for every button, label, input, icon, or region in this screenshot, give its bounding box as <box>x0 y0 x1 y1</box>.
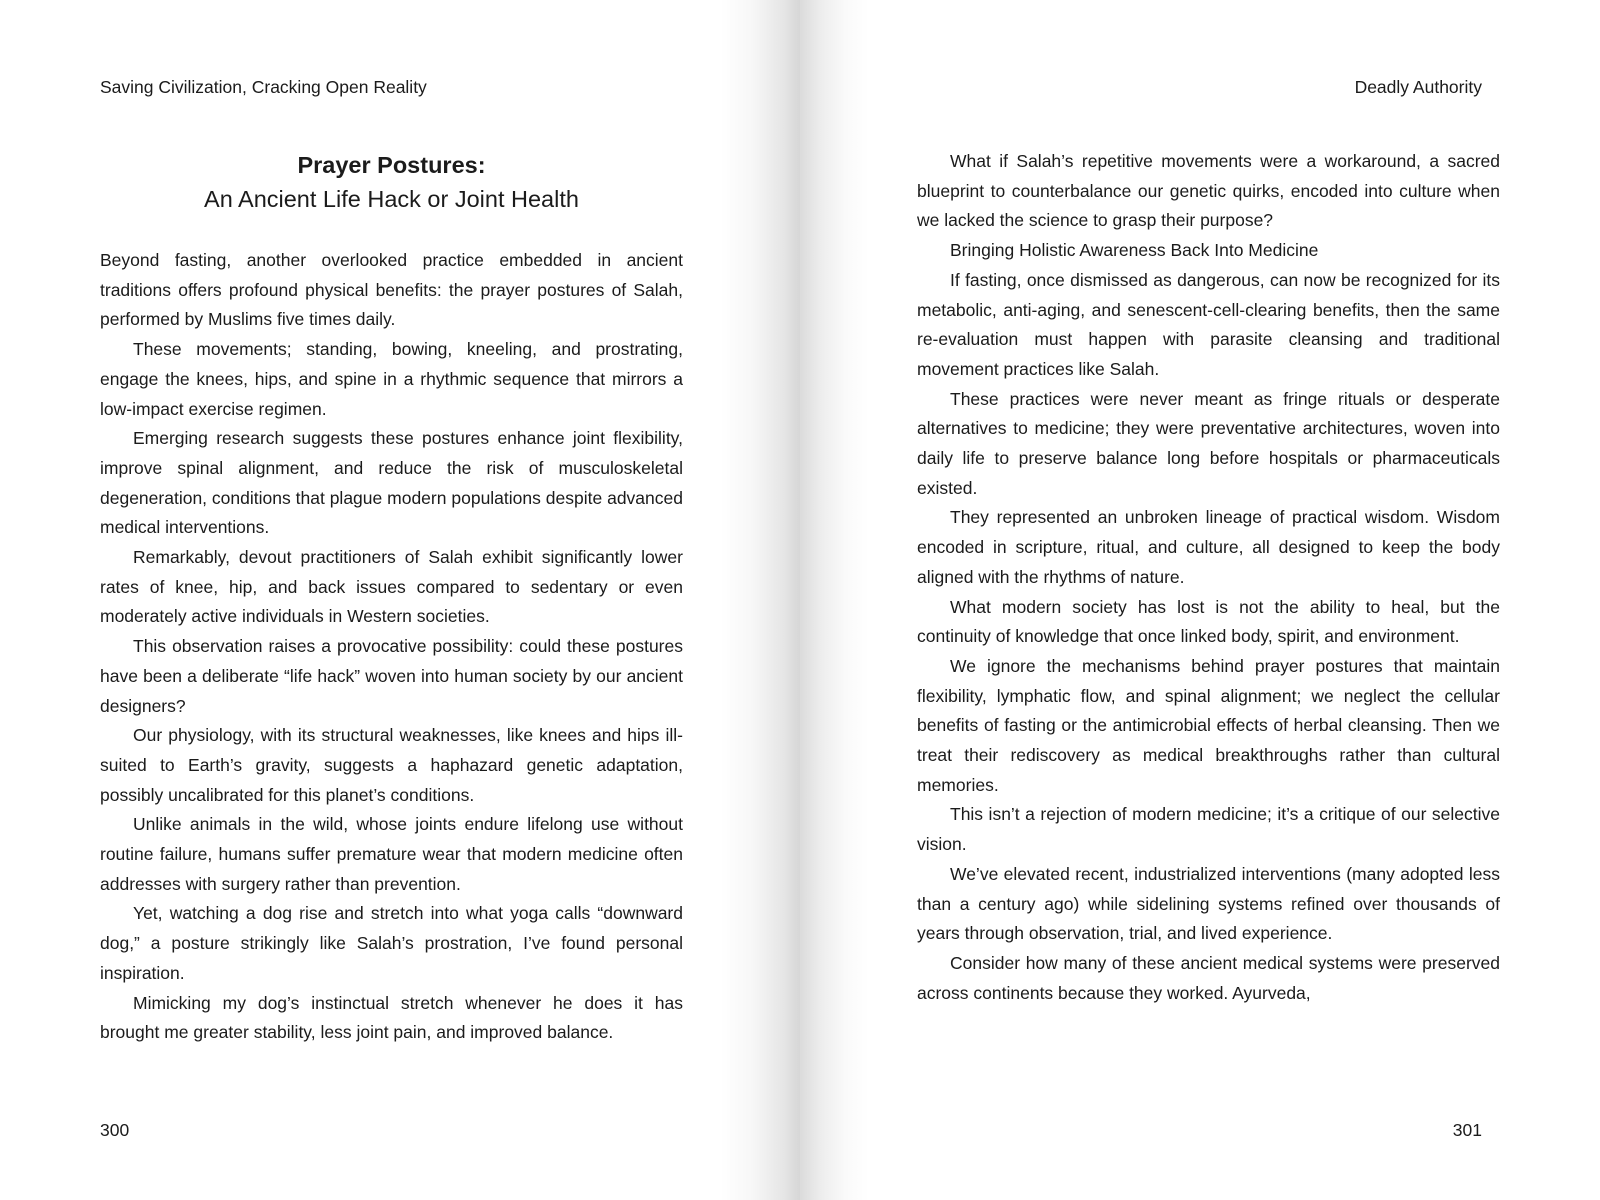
paragraph: What if Salah’s repetitive movements were a workaround, a sacred blueprint to counterbalance our genetic quirks, encoded into culture when we lacked the science to grasp their purpose? <box>917 151 1500 231</box>
paragraph: These practices were never meant as fringe rituals or desperate alternatives to medicine; they were preventative architectures, woven into daily life to preserve balance long before hospitals or pharmaceuticals existed. <box>917 388 1500 498</box>
paragraph: What modern society has lost is not the ability to heal, but the continuity of knowledge that once linked body, spirit, and environment. <box>917 596 1500 647</box>
body-text-right <box>917 147 1500 1008</box>
page-number-left: 300 <box>100 1120 130 1140</box>
title-main: Prayer Postures: <box>297 152 486 178</box>
paragraph: Our physiology, with its structural weaknesses, like knees and hips ill-suited to Earth’s gravity, suggests a haphazard genetic adaptation, possibly uncalibrated for this planet’s conditions. <box>100 725 683 805</box>
paragraph: Remarkably, devout practitioners of Salah exhibit significantly lower rates of knee, hip, and back issues compared to sedentary or even moderately active individuals in Western societies. <box>100 547 683 627</box>
paragraph: Emerging research suggests these postures enhance joint flexibility, improve spinal alignment, and reduce the risk of musculoskeletal degeneration, conditions that plague modern populations despite advanced medical interventions. <box>100 428 683 538</box>
section-heading: Bringing Holistic Awareness Back Into Medicine <box>950 240 1319 261</box>
paragraph: Unlike animals in the wild, whose joints endure lifelong use without routine failure, humans suffer premature wear that modern medicine often addresses with surgery rather than prevention. <box>100 814 683 894</box>
running-head-left: Saving Civilization, Cracking Open Reality <box>100 77 427 97</box>
paragraph: Yet, watching a dog rise and stretch into what yoga calls “downward dog,” a posture strikingly like Salah’s prostration, I’ve found personal inspiration. <box>100 903 683 983</box>
paragraph: We’ve elevated recent, industrialized interventions (many adopted less than a century ago) while sidelining systems refined over thousands of years through observation, trial, and lived experience. <box>917 863 1500 944</box>
paragraph: Beyond fasting, another overlooked practice embedded in ancient traditions offers profound physical benefits: the prayer postures of Salah, performed by Muslims five times daily. <box>100 250 683 330</box>
paragraph: If fasting, once dismissed as dangerous, can now be recognized for its metabolic, anti-aging, and senescent-cell-clearing benefits, then the same re-evaluation must happen with parasite cleansing and traditional movement practices like Salah. <box>917 269 1500 379</box>
running-head-right: Deadly Authority <box>1354 77 1482 97</box>
paragraph: This isn’t a rejection of modern medicine; it’s a critique of our selective vision. <box>917 804 1500 855</box>
paragraph: We ignore the mechanisms behind prayer postures that maintain flexibility, lymphatic flow, and spinal alignment; we neglect the cellular benefits of fasting or the antimicrobial effects of herbal cleansing. Then we treat their rediscovery as medical breakthroughs rather than cultural memories. <box>917 655 1500 795</box>
right-page <box>800 0 1600 1200</box>
paragraph: They represented an unbroken lineage of practical wisdom. Wisdom encoded in scripture, ritual, and culture, all designed to keep the body aligned with the rhythms of nature. <box>917 507 1500 587</box>
page-number-right: 301 <box>1452 1120 1482 1140</box>
paragraph: Mimicking my dog’s instinctual stretch whenever he does it has brought me greater stability, less joint pain, and improved balance. <box>100 992 683 1043</box>
gutter-shadow-left <box>720 0 800 1200</box>
paragraph: Consider how many of these ancient medical systems were preserved across continents because they worked. Ayurveda, <box>917 952 1500 1003</box>
paragraph: This observation raises a provocative possibility: could these postures have been a deliberate “life hack” woven into human society by our ancient designers? <box>100 636 683 716</box>
title-subtitle: An Ancient Life Hack or Joint Health <box>204 186 579 212</box>
paragraph: These movements; standing, bowing, kneeling, and prostrating, engage the knees, hips, and spine in a rhythmic sequence that mirrors a low-impact exercise regimen. <box>100 339 683 419</box>
gutter-shadow-right <box>800 0 870 1200</box>
body-text-left <box>100 246 683 1048</box>
chapter-title <box>100 148 683 216</box>
